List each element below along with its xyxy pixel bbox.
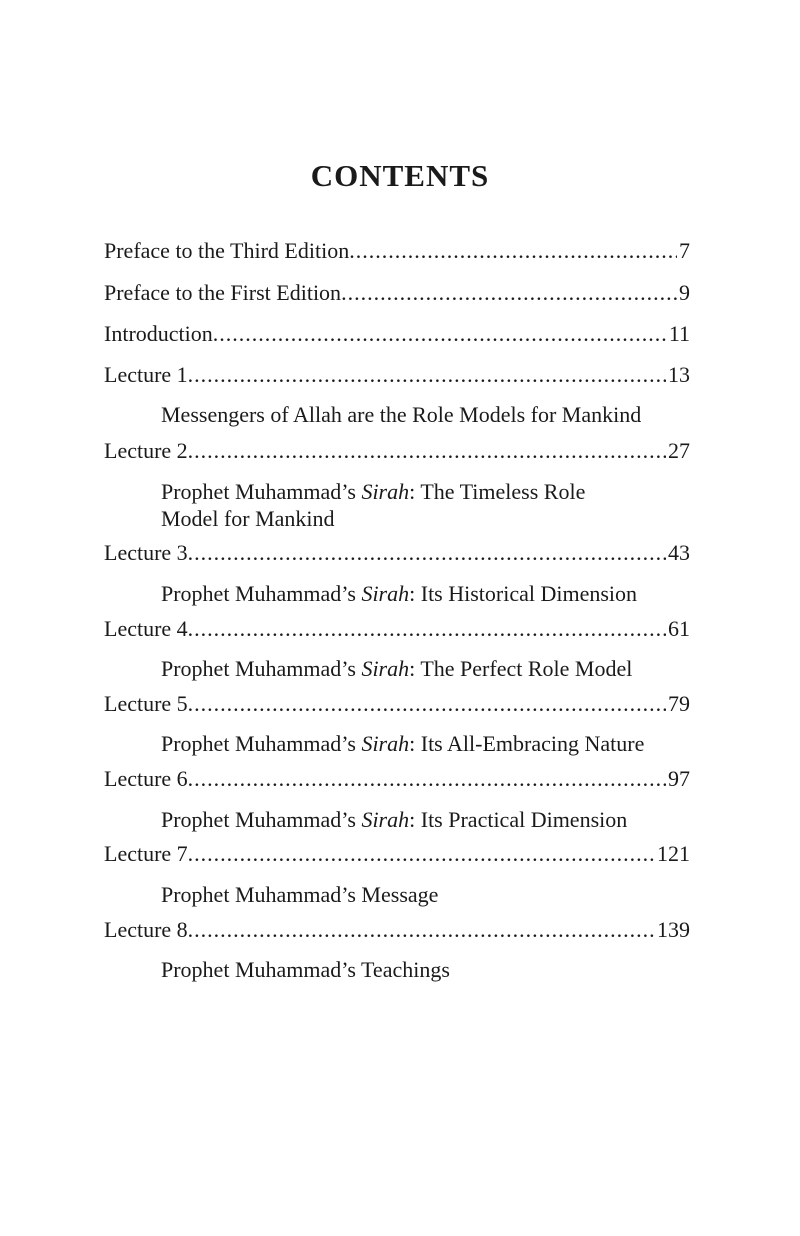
toc-entry-label: Lecture 7: [104, 841, 188, 866]
toc-entry-label: Preface to the Third Edition: [104, 238, 350, 263]
dot-leader: [188, 437, 666, 465]
toc-entry-subtitle: [161, 655, 701, 682]
subtitle-text-line2: Model for Mankind: [161, 506, 335, 531]
subtitle-text: : The Perfect Role Model: [409, 656, 633, 681]
subtitle-italic: Sirah: [361, 731, 410, 756]
toc-entry-subtitle: [161, 401, 701, 428]
toc-entry[interactable]: [104, 765, 690, 793]
toc-entry-page: 27: [668, 438, 690, 463]
toc-entry-page: 139: [657, 917, 690, 942]
toc-entry-page: 43: [668, 540, 690, 565]
toc-entry-label: Introduction: [104, 321, 213, 346]
toc-entry-subtitle: [161, 806, 701, 833]
toc-entry[interactable]: [104, 437, 690, 465]
toc-entry-label: Lecture 5: [104, 691, 188, 716]
toc-entry-label: Lecture 4: [104, 616, 188, 641]
dot-leader: [188, 690, 666, 718]
subtitle-text: : Its All-Embracing Nature: [409, 731, 645, 756]
toc-entry-label: Lecture 8: [104, 917, 188, 942]
subtitle-italic: Sirah: [361, 479, 410, 504]
subtitle-text: Prophet Muhammad’s: [161, 656, 362, 681]
dot-leader: [213, 320, 667, 348]
toc-entry[interactable]: [104, 237, 690, 265]
toc-entry[interactable]: [104, 539, 690, 567]
dot-leader: [349, 237, 677, 265]
toc-entry-label: Lecture 2: [104, 438, 188, 463]
toc-entry-label: Lecture 3: [104, 540, 188, 565]
toc-entry-page: 13: [668, 362, 690, 387]
subtitle-text: Prophet Muhammad’s: [161, 479, 362, 504]
dot-leader: [188, 615, 666, 643]
toc-entry-subtitle: [161, 881, 701, 908]
toc-entry[interactable]: [104, 279, 690, 307]
toc-entry-label: Preface to the First Edition: [104, 280, 342, 305]
toc-entry[interactable]: [104, 361, 690, 389]
toc-entry[interactable]: [104, 690, 690, 718]
subtitle-italic: Sirah: [361, 581, 410, 606]
subtitle-text: : The Timeless Role: [409, 479, 586, 504]
page-title: CONTENTS: [310, 158, 490, 193]
dot-leader: [188, 361, 666, 389]
toc-entry-subtitle: [161, 956, 701, 983]
dot-leader: [188, 539, 666, 567]
toc-entry-page: 79: [668, 691, 690, 716]
toc-entry[interactable]: [104, 916, 690, 944]
subtitle-text: Messengers of Allah are the Role Models for Mankind: [161, 402, 642, 427]
toc-entry[interactable]: [104, 615, 690, 643]
subtitle-text: Prophet Muhammad’s Teachings: [161, 957, 450, 982]
toc-entry-page: 7: [679, 238, 690, 263]
subtitle-text: Prophet Muhammad’s Message: [161, 882, 439, 907]
subtitle-italic: Sirah: [361, 656, 410, 681]
toc-entry-page: 61: [668, 616, 690, 641]
toc-entry-page: 121: [657, 841, 690, 866]
dot-leader: [188, 765, 666, 793]
toc-entry[interactable]: [104, 320, 690, 348]
subtitle-text: Prophet Muhammad’s: [161, 731, 362, 756]
toc-entry[interactable]: [104, 840, 690, 868]
dot-leader: [188, 916, 655, 944]
toc-entry-subtitle: [161, 478, 701, 532]
subtitle-italic: Sirah: [361, 807, 410, 832]
toc-entry-label: Lecture 6: [104, 766, 188, 791]
toc-entry-subtitle: [161, 580, 701, 607]
toc-entry-page: 11: [668, 321, 690, 346]
toc-entry-subtitle: [161, 730, 701, 757]
toc-entry-page: 9: [679, 280, 690, 305]
subtitle-text: Prophet Muhammad’s: [161, 807, 362, 832]
dot-leader: [188, 840, 655, 868]
toc-entry-label: Lecture 1: [104, 362, 188, 387]
subtitle-text: : Its Practical Dimension: [409, 807, 628, 832]
subtitle-text: Prophet Muhammad’s: [161, 581, 362, 606]
dot-leader: [341, 279, 677, 307]
subtitle-text: : Its Historical Dimension: [409, 581, 638, 606]
toc-entry-page: 97: [668, 766, 690, 791]
